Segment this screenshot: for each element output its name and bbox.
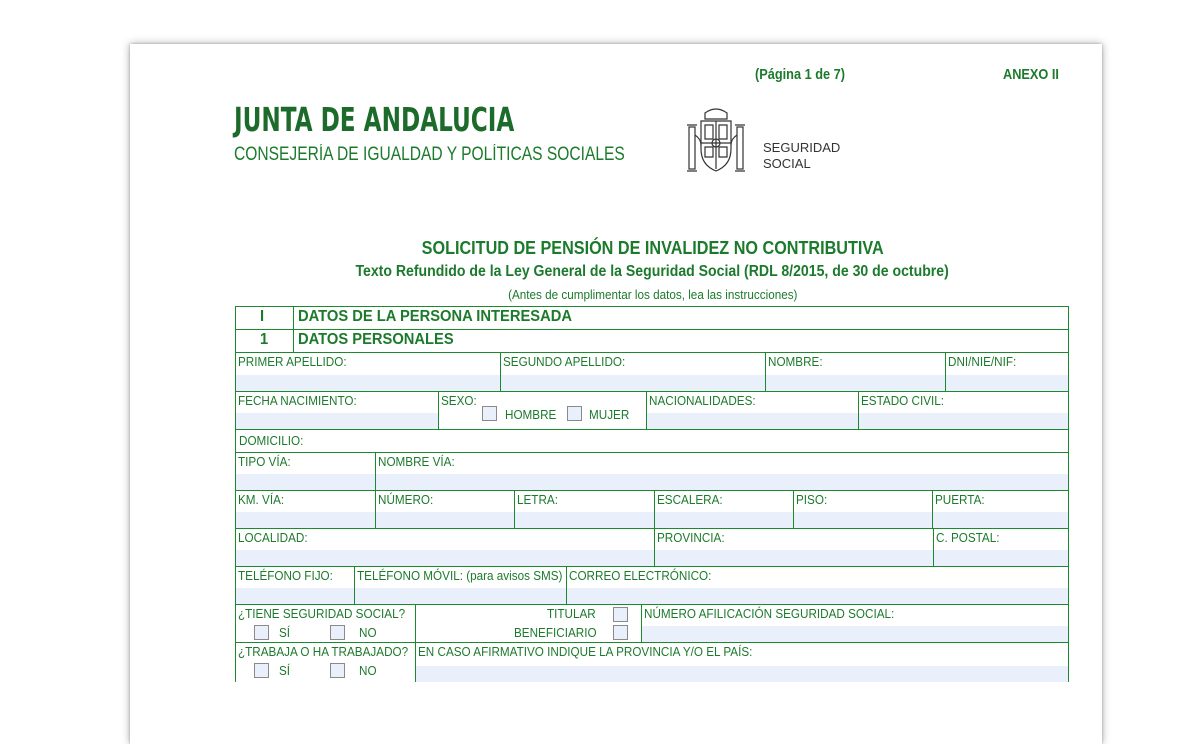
address-detail-row bbox=[235, 490, 1069, 528]
names-row bbox=[235, 352, 1069, 391]
correo-input[interactable] bbox=[567, 588, 1068, 604]
c-postal-input[interactable] bbox=[934, 550, 1068, 566]
titular-beneficiario-field bbox=[415, 605, 641, 642]
ss-si-label: SÍ bbox=[279, 625, 291, 640]
km-via-input[interactable] bbox=[236, 512, 375, 528]
localidad-input[interactable] bbox=[236, 550, 654, 566]
num-afiliacion-label: NÚMERO AFILICACIÓN SEGURIDAD SOCIAL: bbox=[644, 606, 895, 621]
form-title-text: SOLICITUD DE PENSIÓN DE INVALIDEZ NO CONTRIBUTIVA bbox=[421, 238, 884, 258]
subsection-title-cell bbox=[293, 330, 1068, 352]
section-header-row bbox=[235, 306, 1069, 329]
letra-field[interactable] bbox=[514, 491, 654, 528]
localidad-label: LOCALIDAD: bbox=[238, 530, 308, 545]
nombre-via-input[interactable] bbox=[376, 474, 1068, 490]
dni-label: DNI/NIE/NIF: bbox=[948, 354, 1017, 369]
km-via-label: KM. VÍA: bbox=[238, 492, 285, 507]
nacionalidades-label: NACIONALIDADES: bbox=[649, 393, 756, 408]
domicilio-row bbox=[235, 429, 1069, 452]
c-postal-field[interactable] bbox=[933, 529, 1068, 566]
primer-apellido-field[interactable] bbox=[236, 353, 500, 391]
trabaja-label: ¿TRABAJA O HA TRABAJADO? bbox=[238, 644, 409, 659]
section-title-cell bbox=[293, 307, 1068, 329]
social-security-row bbox=[235, 604, 1069, 642]
beneficiario-label: BENEFICIARIO bbox=[514, 625, 597, 640]
piso-field[interactable] bbox=[793, 491, 932, 528]
page-indicator: (Página 1 de 7) bbox=[755, 66, 845, 83]
escalera-input[interactable] bbox=[655, 512, 793, 528]
tipo-via-field[interactable] bbox=[236, 453, 375, 490]
num-afiliacion-input[interactable] bbox=[642, 626, 1068, 642]
consejeria-name: CONSEJERÍA DE IGUALDAD Y POLÍTICAS SOCIALES bbox=[234, 144, 625, 165]
segundo-apellido-field[interactable] bbox=[500, 353, 765, 391]
hombre-checkbox[interactable] bbox=[482, 406, 497, 421]
tipo-via-input[interactable] bbox=[236, 474, 375, 490]
telefono-fijo-input[interactable] bbox=[236, 588, 354, 604]
trabaja-si-checkbox[interactable] bbox=[254, 663, 269, 678]
piso-label: PISO: bbox=[796, 492, 828, 507]
hombre-label: HOMBRE bbox=[505, 407, 557, 422]
subsection-title: DATOS PERSONALES bbox=[298, 331, 454, 348]
nombre-field[interactable] bbox=[765, 353, 945, 391]
nombre-input[interactable] bbox=[766, 375, 945, 391]
form-subtitle-text: Texto Refundido de la Ley General de la Seguridad Social (RDL 8/2015, de 30 de octubre) bbox=[355, 263, 950, 280]
primer-apellido-input[interactable] bbox=[236, 375, 500, 391]
seguridad-social-line1: SEGURIDAD bbox=[763, 140, 841, 155]
ss-no-label: NO bbox=[359, 625, 377, 640]
telefono-movil-label: TELÉFONO MÓVIL: (para avisos SMS) bbox=[357, 568, 563, 583]
ss-no-checkbox[interactable] bbox=[330, 625, 345, 640]
section-roman: I bbox=[260, 308, 265, 325]
numero-input[interactable] bbox=[376, 512, 514, 528]
trabaja-field bbox=[236, 643, 415, 682]
subsection-header-row bbox=[235, 329, 1069, 352]
beneficiario-checkbox[interactable] bbox=[613, 625, 628, 640]
primer-apellido-label: PRIMER APELLIDO: bbox=[238, 354, 347, 369]
work-row bbox=[235, 642, 1069, 682]
provincia-label: PROVINCIA: bbox=[657, 530, 725, 545]
nacionalidades-input[interactable] bbox=[647, 413, 858, 429]
instructions-note-text: (Antes de cumplimentar los datos, lea las instrucciones) bbox=[507, 287, 798, 302]
tiene-ss-field bbox=[236, 605, 415, 642]
coat-of-arms-icon bbox=[683, 105, 749, 177]
subsection-number: 1 bbox=[260, 331, 269, 348]
provincia-field[interactable] bbox=[654, 529, 933, 566]
form-subtitle bbox=[0, 263, 1200, 281]
escalera-label: ESCALERA: bbox=[657, 492, 723, 507]
fecha-nacimiento-label: FECHA NACIMIENTO: bbox=[238, 393, 357, 408]
escalera-field[interactable] bbox=[654, 491, 793, 528]
subsection-number-cell bbox=[236, 330, 293, 352]
contact-row bbox=[235, 566, 1069, 604]
correo-field[interactable] bbox=[566, 567, 1068, 604]
letra-input[interactable] bbox=[515, 512, 654, 528]
sexo-label: SEXO: bbox=[441, 393, 477, 408]
estado-civil-field[interactable] bbox=[858, 392, 1068, 429]
estado-civil-label: ESTADO CIVIL: bbox=[861, 393, 945, 408]
piso-input[interactable] bbox=[794, 512, 932, 528]
titular-label: TITULAR bbox=[547, 606, 596, 621]
provincia-input[interactable] bbox=[655, 550, 933, 566]
section-title: DATOS DE LA PERSONA INTERESADA bbox=[298, 308, 572, 325]
telefono-movil-field[interactable] bbox=[354, 567, 566, 604]
fecha-nacimiento-input[interactable] bbox=[236, 413, 438, 429]
dni-input[interactable] bbox=[946, 375, 1068, 391]
locality-row bbox=[235, 528, 1069, 566]
seguridad-social-label bbox=[763, 140, 840, 172]
nombre-via-label: NOMBRE VÍA: bbox=[378, 454, 455, 469]
puerta-label: PUERTA: bbox=[935, 492, 985, 507]
num-afiliacion-field[interactable] bbox=[641, 605, 1068, 642]
trabaja-si-label: SÍ bbox=[279, 663, 291, 678]
dni-field[interactable] bbox=[945, 353, 1068, 391]
numero-field[interactable] bbox=[375, 491, 514, 528]
km-via-field[interactable] bbox=[236, 491, 375, 528]
instructions-note bbox=[0, 287, 1200, 302]
fecha-nacimiento-field[interactable] bbox=[236, 392, 438, 429]
seguridad-social-line2: SOCIAL bbox=[763, 156, 811, 171]
segundo-apellido-label: SEGUNDO APELLIDO: bbox=[503, 354, 626, 369]
junta-logo-text: JUNTA DE ANDALUCIA bbox=[234, 100, 515, 139]
caso-afirmativo-field[interactable] bbox=[415, 643, 1068, 682]
annex-label: ANEXO II bbox=[1003, 66, 1059, 83]
segundo-apellido-input[interactable] bbox=[501, 375, 765, 391]
caso-afirmativo-input[interactable] bbox=[416, 666, 1068, 682]
via-row bbox=[235, 452, 1069, 490]
nombre-via-field[interactable] bbox=[375, 453, 1068, 490]
mujer-checkbox[interactable] bbox=[567, 406, 582, 421]
birth-sex-row bbox=[235, 391, 1069, 429]
c-postal-label: C. POSTAL: bbox=[936, 530, 1000, 545]
form-title bbox=[0, 238, 1200, 259]
telefono-fijo-label: TELÉFONO FIJO: bbox=[238, 568, 333, 583]
correo-label: CORREO ELECTRÓNICO: bbox=[569, 568, 712, 583]
section-number-cell bbox=[236, 307, 293, 329]
telefono-movil-input[interactable] bbox=[355, 588, 566, 604]
sexo-field bbox=[438, 392, 646, 429]
trabaja-no-label: NO bbox=[359, 663, 377, 678]
trabaja-no-checkbox[interactable] bbox=[330, 663, 345, 678]
domicilio-label: DOMICILIO: bbox=[239, 433, 304, 448]
ss-si-checkbox[interactable] bbox=[254, 625, 269, 640]
estado-civil-input[interactable] bbox=[859, 413, 1068, 429]
caso-afirmativo-label: EN CASO AFIRMATIVO INDIQUE LA PROVINCIA Y/O EL PAÍS: bbox=[418, 644, 753, 659]
telefono-fijo-field[interactable] bbox=[236, 567, 354, 604]
letra-label: LETRA: bbox=[517, 492, 558, 507]
numero-label: NÚMERO: bbox=[378, 492, 434, 507]
titular-checkbox[interactable] bbox=[613, 607, 628, 622]
tipo-via-label: TIPO VÍA: bbox=[238, 454, 291, 469]
mujer-label: MUJER bbox=[589, 407, 630, 422]
nombre-label: NOMBRE: bbox=[768, 354, 823, 369]
tiene-ss-label: ¿TIENE SEGURIDAD SOCIAL? bbox=[238, 606, 406, 621]
nacionalidades-field[interactable] bbox=[646, 392, 858, 429]
localidad-field[interactable] bbox=[236, 529, 654, 566]
puerta-input[interactable] bbox=[933, 512, 1068, 528]
puerta-field[interactable] bbox=[932, 491, 1068, 528]
